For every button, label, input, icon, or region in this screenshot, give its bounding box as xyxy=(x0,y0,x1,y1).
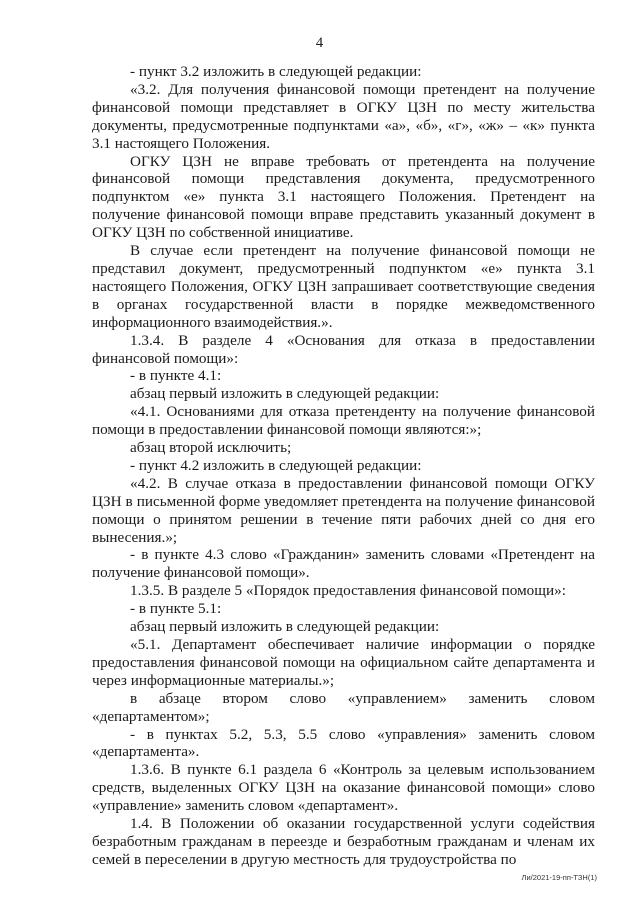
paragraph: В случае если претендент на получение финансовой помощи не представил документ, предусмотренный подпунктом «е» пункта 3.1 настоящего Положения, ОГКУ ЦЗН запрашивает соответствующие сведения в органах государственной власти в порядке межведомственного информационного взаимодействия.». xyxy=(92,242,595,331)
paragraph: 1.3.4. В разделе 4 «Основания для отказа в предоставлении финансовой помощи»: xyxy=(92,331,595,367)
paragraph: - в пункте 4.3 слово «Гражданин» заменить словами «Претендент на получение финансовой помощи». xyxy=(92,546,595,582)
paragraph: в абзаце втором слово «управлением» заменить словом «департаментом»; xyxy=(92,689,595,725)
paragraph: 1.4. В Положении об оказании государственной услуги содействия безработным гражданам в переезде и безработным гражданам и членам их семей в переселении в другую местность для трудоустройства по xyxy=(92,815,595,868)
document-code: Ли/2021-19-пп-ТЗН(1) xyxy=(521,873,597,882)
paragraph: - в пункте 5.1: xyxy=(130,600,222,618)
paragraph: 1.3.6. В пункте 6.1 раздела 6 «Контроль за целевым использованием средств, выделенных ОГКУ ЦЗН на оказание финансовой помощи» слово «управление» заменить словом «департамент». xyxy=(92,761,595,815)
paragraph: абзац второй исключить; xyxy=(130,439,292,457)
paragraph: «3.2. Для получения финансовой помощи претендент на получение финансовой помощи представляет в ОГКУ ЦЗН по месту жительства документы, предусмотренные подпунктами «а», «б», «г», «ж» – «к» пункта 3.1 настоящего Положения. xyxy=(92,80,595,152)
paragraph: абзац первый изложить в следующей редакции: xyxy=(130,385,440,403)
paragraph: - в пунктах 5.2, 5.3, 5.5 слово «управления» заменить словом «департамента». xyxy=(92,725,595,761)
paragraph: «5.1. Департамент обеспечивает наличие информации о порядке предоставления финансовой помощи на официальном сайте департамента и через информационные материалы.»; xyxy=(92,636,595,689)
paragraph: - пункт 4.2 изложить в следующей редакции: xyxy=(130,456,422,474)
paragraph: «4.2. В случае отказа в предоставлении финансовой помощи ОГКУ ЦЗН в письменной форме уведомляет претендента на получение финансовой помощи о принятом решении в течение пяти рабочих дней со дня его вынесения.»; xyxy=(92,474,595,546)
paragraph: 1.3.5. В разделе 5 «Порядок предоставления финансовой помощи»: xyxy=(130,582,566,600)
paragraph: - пункт 3.2 изложить в следующей редакции: xyxy=(130,63,422,80)
paragraph: «4.1. Основаниями для отказа претенденту на получение финансовой помощи в предоставлении финансовой помощи являются:»; xyxy=(92,403,595,439)
page-number: 4 xyxy=(315,35,324,51)
paragraph: ОГКУ ЦЗН не вправе требовать от претендента на получение финансовой помощи представления документа, предусмотренного подпунктом «е» пункта 3.1 настоящего Положения. Претендент на получение финансовой помощи вправе представить указанный документ в ОГКУ ЦЗН по собственной инициативе. xyxy=(92,152,595,242)
document-body xyxy=(92,63,595,869)
paragraph: абзац первый изложить в следующей редакции: xyxy=(130,618,440,636)
paragraph: - в пункте 4.1: xyxy=(130,367,222,385)
